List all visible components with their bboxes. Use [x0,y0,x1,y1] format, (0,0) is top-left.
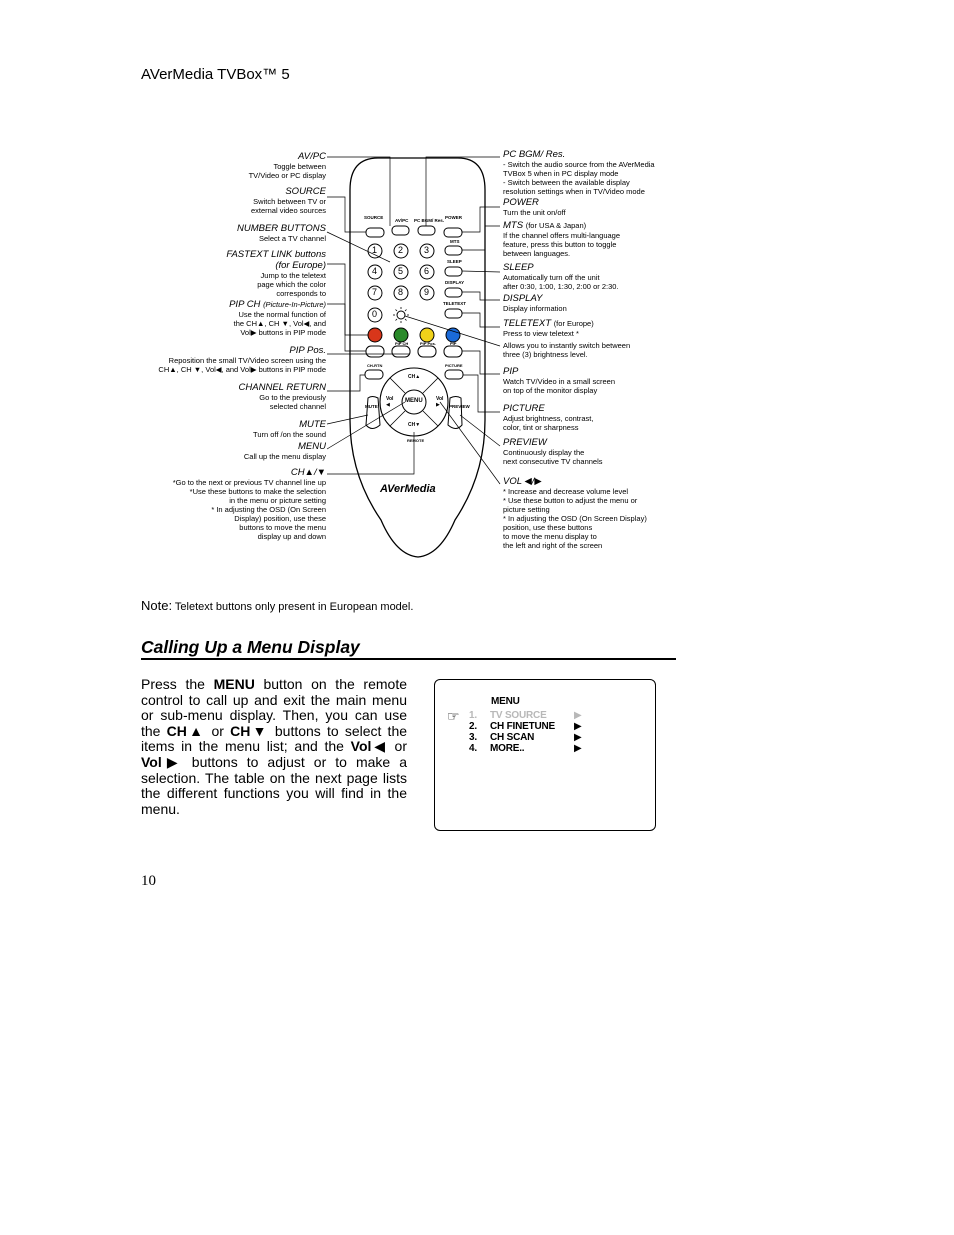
mts-btn-shape [445,246,462,255]
ch-down-button[interactable]: CH▼ [408,422,421,428]
teletext-button[interactable]: TELETEXT [443,301,467,306]
label-sleep: SLEEP Automatically turn off the unit after 0:30, 1:00, 1:30, 2:00 or 2:30. [503,262,619,291]
number-6-button[interactable]: 6 [424,266,430,276]
label-power: POWER Turn the unit on/off [503,197,566,217]
note-line: Note: Teletext buttons only present in European model. [141,598,414,613]
source-btn-shape [366,228,384,237]
remote-diagram [0,0,954,600]
label-ch-updown: CH▲/▼ *Go to the next or previous TV channel line up *Use these buttons to make the selection in the menu or picture setting * In adjusting the OSD (On Screen Display) position, use these buttons to move the menu display up and down [172,467,326,541]
label-number-buttons: NUMBER BUTTONS Select a TV channel [236,223,326,243]
vol-left-button[interactable]: Vol ◀ [386,396,394,408]
label-mute: MUTE Turn off /on the sound [253,419,326,439]
teletext-btn-shape [445,309,462,318]
osd-item: 2. CH FINETUNE ▶ [469,721,582,732]
pcbgm-btn-shape [418,226,435,235]
page-header: AVerMedia TVBox™ 5 [141,66,290,83]
power-button[interactable]: POWER [445,215,463,220]
avpc-btn-shape [392,226,409,235]
pcbgm-button[interactable]: PC BGM/ Res. [414,218,445,223]
label-avpc: AV/PC Toggle between TV/Video or PC display [248,151,326,180]
osd-item: 4. MORE.. ▶ [469,743,582,754]
label-vol: VOL ◀/▶ * Increase and decrease volume level * Use these button to adjust the menu or picture setting * In adjusting the OSD (On Screen Display) position, use these buttons to move the menu display to the left and right of the screen [503,476,647,550]
remote-label: REMOTE [407,438,425,443]
ch-up-button[interactable]: CH▲ [408,374,421,380]
sleep-btn-shape [445,267,462,276]
number-2-button[interactable]: 2 [398,245,404,255]
label-display: DISPLAY Display information [503,293,567,313]
display-btn-shape [445,288,462,297]
mute-button[interactable]: MUTE [365,404,378,409]
blue-fastext-button [446,328,460,342]
label-pip: PIP Watch TV/Video in a small screen on top of the monitor display [503,366,615,395]
green-fastext-button [394,328,408,342]
number-3-button[interactable]: 3 [424,245,430,255]
osd-item: 3. CH SCAN ▶ [469,732,582,743]
section-heading: Calling Up a Menu Display [141,637,360,657]
number-0-button[interactable]: 0 [372,309,378,319]
avpc-button[interactable]: AV/PC [395,218,409,223]
osd-screen [434,679,656,831]
mts-button[interactable]: MTS [450,239,460,244]
yellow-fastext-button [420,328,434,342]
power-btn-shape [444,228,462,237]
red-fastext-button [368,328,382,342]
heading-rule [141,658,676,660]
number-1-button[interactable]: 1 [372,245,378,255]
number-5-button[interactable]: 5 [398,266,404,276]
osd-title: MENU [491,696,520,707]
chrtn-button[interactable]: CH-RTN [367,363,383,368]
label-menu: MENU Call up the menu display [243,441,326,461]
picture-button[interactable]: PICTURE [445,363,463,368]
number-9-button[interactable]: 9 [424,287,430,297]
label-pip-pos: PIP Pos. Reposition the small TV/Video screen using the CH▲, CH ▼, Vol◀, and Vol▶ buttons in PIP mode [158,345,326,374]
pippos-button[interactable]: PIP Pos. [420,341,436,346]
label-source: SOURCE Switch between TV or external video sources [250,186,326,215]
pipch-button[interactable]: PIP CH [395,341,409,346]
pointing-hand-icon: ☞ [447,708,460,724]
label-pip-ch: PIP CH (Picture-In-Picture) Use the normal function of the CH▲, CH ▼, Vol◀, and Vol▶ buttons in PIP mode [229,299,326,337]
display-button[interactable]: DISPLAY [445,280,465,285]
label-fastext: FASTEXT LINK buttons (for Europe) Jump to the teletext page which the color corresponds to [226,249,326,298]
brand-logo: AVerMedia [380,483,436,495]
label-pc-bgm: PC BGM/ Res. - Switch the audio source from the AVerMedia TVBox 5 when in PC display mode - Switch between the available display resolution settings when in TV/Video mode [503,149,655,196]
number-4-button[interactable]: 4 [372,266,378,276]
pip-button[interactable]: PIP [450,341,457,346]
sleep-button[interactable]: SLEEP [447,259,462,264]
label-teletext: TELETEXT (for Europe) Press to view teletext * Allows you to instantly switch between three (3) brightness level. [503,318,631,359]
number-7-button[interactable]: 7 [372,287,378,297]
preview-button[interactable]: PREVIEW [449,404,470,409]
label-picture: PICTURE Adjust brightness, contrast, color, tint or sharpness [503,403,594,432]
instruction-paragraph: Press the MENU button on the remote control to call up and exit the main menu or sub-menu display. Then, you can use the CH▲ or CH▼ buttons to select the items in the menu list; and the Vol◀ or Vol▶ buttons to adjust or to make a selection. The table on the next page lists the different functions you will find in the menu. [141,676,408,817]
label-preview: PREVIEW Continuously display the next consecutive TV channels [503,437,603,466]
menu-button[interactable]: MENU [405,398,423,404]
number-8-button[interactable]: 8 [398,287,404,297]
source-button[interactable]: SOURCE [364,215,384,220]
label-mts: MTS (for USA & Japan) If the channel offers multi-language feature, press this button to toggle between languages. [503,220,621,258]
vol-right-button[interactable]: Vol ▶ [436,396,444,408]
label-channel-return: CHANNEL RETURN Go to the previously selected channel [238,382,326,411]
page-number: 10 [141,873,156,889]
osd-item: 1. TV SOURCE ▶ [469,710,582,721]
